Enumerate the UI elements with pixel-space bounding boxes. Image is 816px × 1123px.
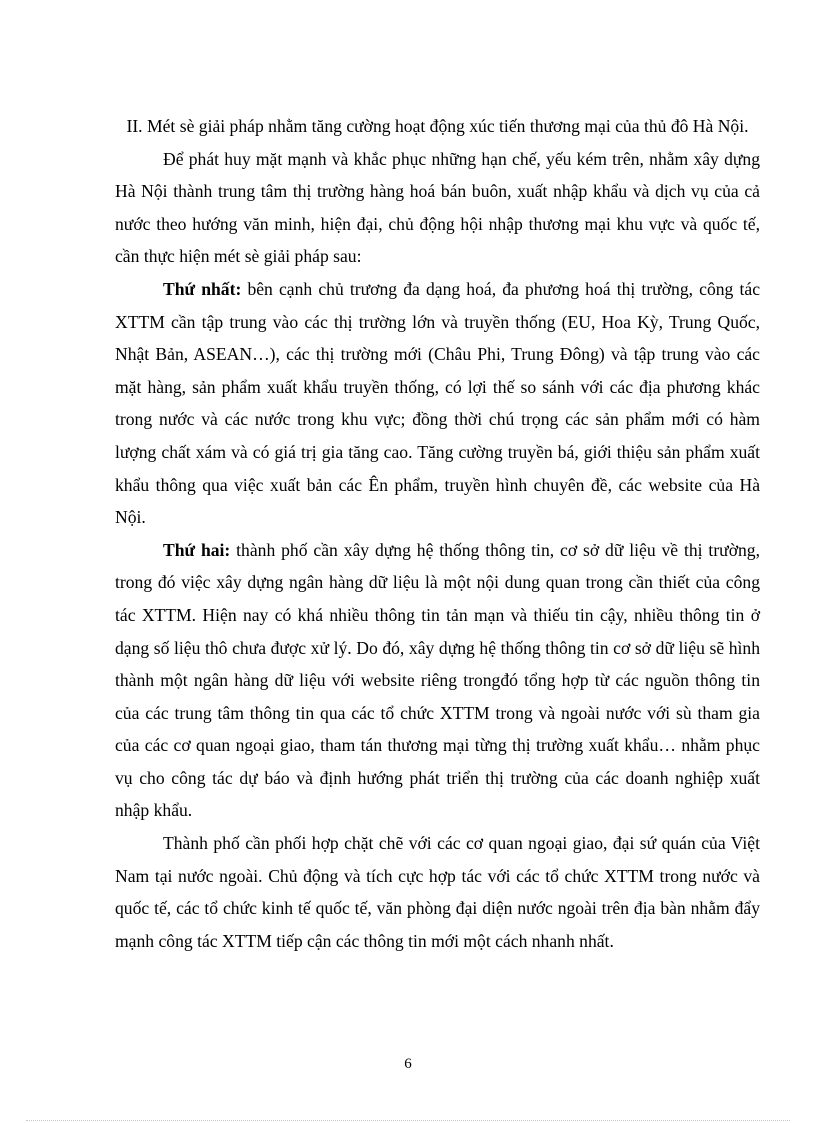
section-heading: II. Mét sè giải pháp nhằm tăng cường hoạt động xúc tiến thương mại của thủ đô Hà Nội. bbox=[126, 116, 749, 136]
page-number: 6 bbox=[404, 1056, 412, 1072]
second-solution-label: Thứ hai: bbox=[163, 539, 231, 560]
closing-paragraph: Thành phố cần phối hợp chặt chẽ với các cơ quan ngoại giao, đại sứ quán của Việt Nam tại nước ngoài. Chủ động và tích cực hợp tác với các tổ chức XTTM trong nước và quốc tế, các tổ chức kinh tế quốc tế, văn phòng đại diện nước ngoài trên địa bàn nhằm đẩy mạnh công tác XTTM tiếp cận các thông tin mới một cách nhanh nhất. bbox=[115, 833, 760, 951]
first-solution-label: Thứ nhất: bbox=[163, 278, 242, 299]
second-solution-text: thành phố cần xây dựng hệ thống thông tin, cơ sở dữ liệu về thị trường, trong đó việc xây dựng ngân hàng dữ liệu là một nội dung quan trong cần thiết của công tác XTTM. Hiện nay có khá nhiều thông tin tản mạn và thiếu tin cậy, nhiều thông tin ở dạng số liệu thô chưa được xử lý. Do đó, xây dựng hệ thống thông tin cơ sở dữ liệu sẽ hình thành một ngân hàng dữ liệu với website riêng trongđó tổng hợp từ các nguồn thông tin của các trung tâm thông tin qua các tổ chức XTTM trong và ngoài nước với sù tham gia của các cơ quan ngoại giao, tham tán thương mại từng thị trường xuất khẩu… nhằm phục vụ cho công tác dự báo và định hướng phát triển thị trường của các doanh nghiệp xuất nhập khẩu. bbox=[115, 539, 761, 821]
intro-paragraph: Để phát huy mặt mạnh và khắc phục những hạn chế, yếu kém trên, nhằm xây dựng Hà Nội thành trung tâm thị trường hàng hoá bán buôn, xuất nhập khẩu và dịch vụ của cả nước theo hướng văn minh, hiện đại, chủ động hội nhập thương mại khu vực và quốc tế, cần thực hiện mét sè giải pháp sau: bbox=[115, 148, 760, 267]
second-solution-paragraph bbox=[115, 534, 760, 827]
page-bottom-divider bbox=[26, 1120, 790, 1121]
document-body bbox=[115, 110, 760, 957]
first-solution-text: bên cạnh chủ trương đa dạng hoá, đa phương hoá thị trường, công tác XTTM cần tập trung vào các thị trường lớn và truyền thống (EU, Hoa Kỳ, Trung Quốc, Nhật Bản, ASEAN…), các thị trường mới (Châu Phi, Trung Đông) và tập trung vào các mặt hàng, sản phẩm xuất khẩu truyền thống, có lợi thế so sánh với các địa phương khác trong nước và các nước trong khu vực; đồng thời chú trọng các sản phẩm mới có hàm lượng chất xám và có giá trị gia tăng cao. Tăng cường truyền bá, giới thiệu sản phẩm xuất khẩu thông qua việc xuất bản các Ên phẩm, truyền hình chuyên đề, các website của Hà Nội. bbox=[115, 278, 760, 528]
first-solution-paragraph bbox=[115, 273, 760, 534]
